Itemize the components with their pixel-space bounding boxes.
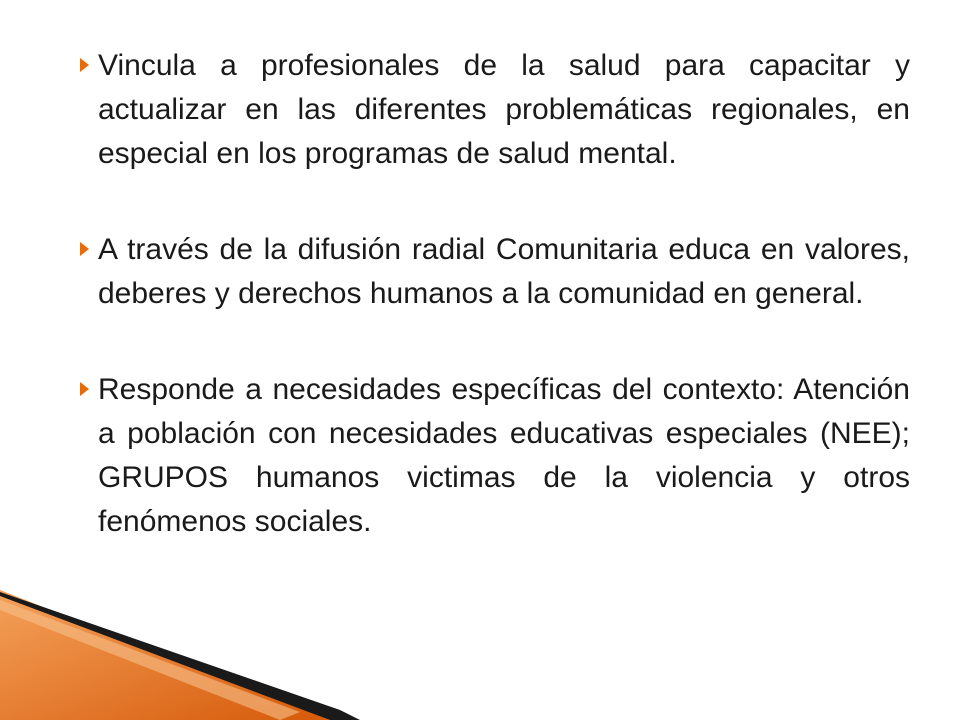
bullet-item — [80, 368, 910, 544]
bullet-text: Vincula a profesionales de la salud para capacitar y actualizar en las diferentes problemáticas regionales, en especial en los programas de salud mental. — [98, 49, 910, 170]
bullet-text: A través de la difusión radial Comunitaria educa en valores, deberes y derechos humanos a la comunidad en general. — [98, 233, 910, 310]
bullet-text: Responde a necesidades específicas del contexto: Atención a población con necesidades educativas especiales (NEE); GRUPOS humanos victimas de la violencia y otros fenómenos sociales. — [98, 373, 910, 538]
bullet-item — [80, 228, 910, 316]
bullet-arrow-icon — [80, 242, 89, 256]
bullet-arrow-icon — [80, 382, 89, 396]
bullet-arrow-icon — [80, 58, 89, 72]
bullet-list — [80, 44, 910, 596]
bullet-item — [80, 44, 910, 176]
